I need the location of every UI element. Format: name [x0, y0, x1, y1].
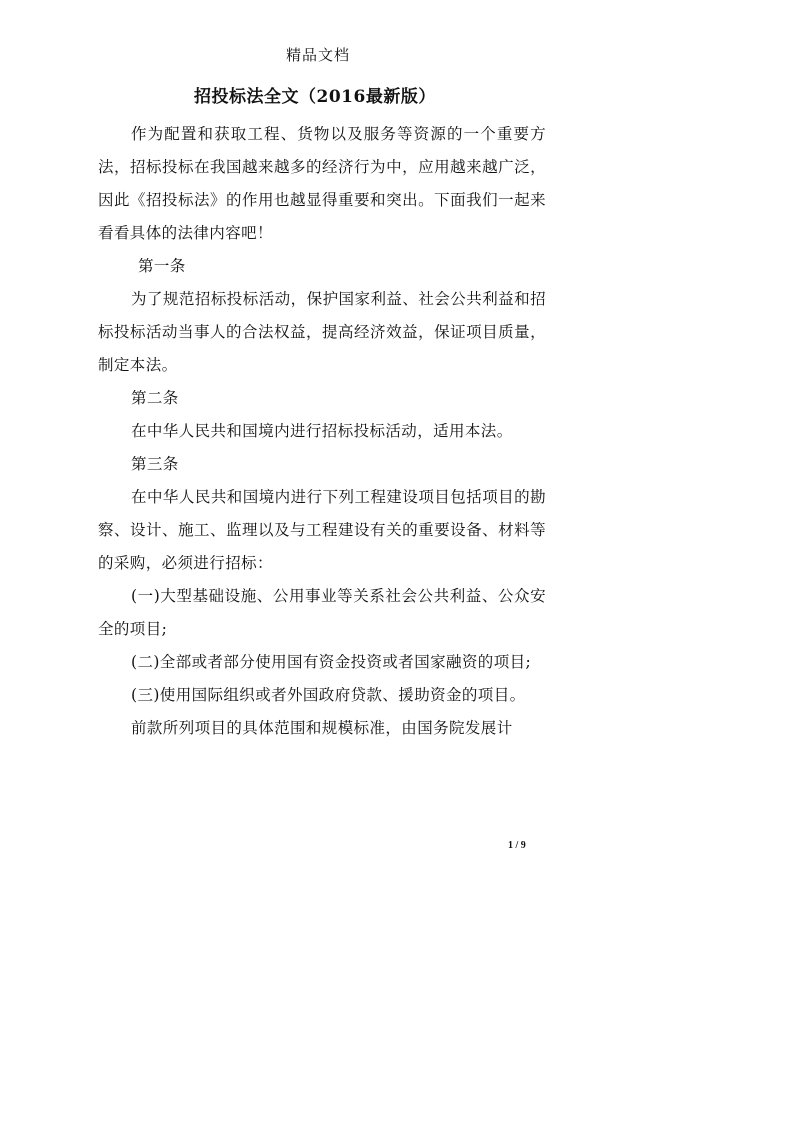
article-heading-2: 第二条 [131, 389, 179, 407]
article-3-text: 在中华人民共和国境内进行下列工程建设项目包括项目的勘察、设计、施工、监理以及与工程建设有关的重要设备、材料等的采购，必须进行招标： [98, 488, 546, 572]
article-3-item-1: (一)大型基础设施、公用事业等关系社会公共利益、公众安全的项目; [98, 587, 546, 638]
article-heading-3: 第三条 [131, 455, 179, 473]
article-2-text: 在中华人民共和国境内进行招标投标活动，适用本法。 [131, 422, 513, 440]
page-number: 1 / 9 [508, 840, 526, 851]
article-3-closing-text: 前款所列项目的具体范围和规模标准，由国务院发展计 [131, 719, 513, 737]
document-title: 招投标法全文（2016最新版） [194, 87, 436, 107]
article-3-item-3: (三)使用国际组织或者外国政府贷款、援助资金的项目。 [131, 686, 526, 704]
header-label: 精品文档 [286, 46, 351, 64]
article-1-text: 为了规范招标投标活动，保护国家利益、社会公共利益和招标投标活动当事人的合法权益，提高经济效益，保证项目质量，制定本法。 [98, 290, 546, 374]
intro-paragraph: 作为配置和获取工程、货物以及服务等资源的一个重要方法，招标投标在我国越来越多的经济行为中，应用越来越广泛，因此《招投标法》的作用也越显得重要和突出。下面我们一起来看看具体的法律内容吧！ [98, 125, 546, 242]
article-heading-1: 第一条 [138, 257, 186, 275]
document-body [98, 118, 546, 745]
article-3-item-2: (二)全部或者部分使用国有资金投资或者国家融资的项目; [131, 653, 532, 671]
